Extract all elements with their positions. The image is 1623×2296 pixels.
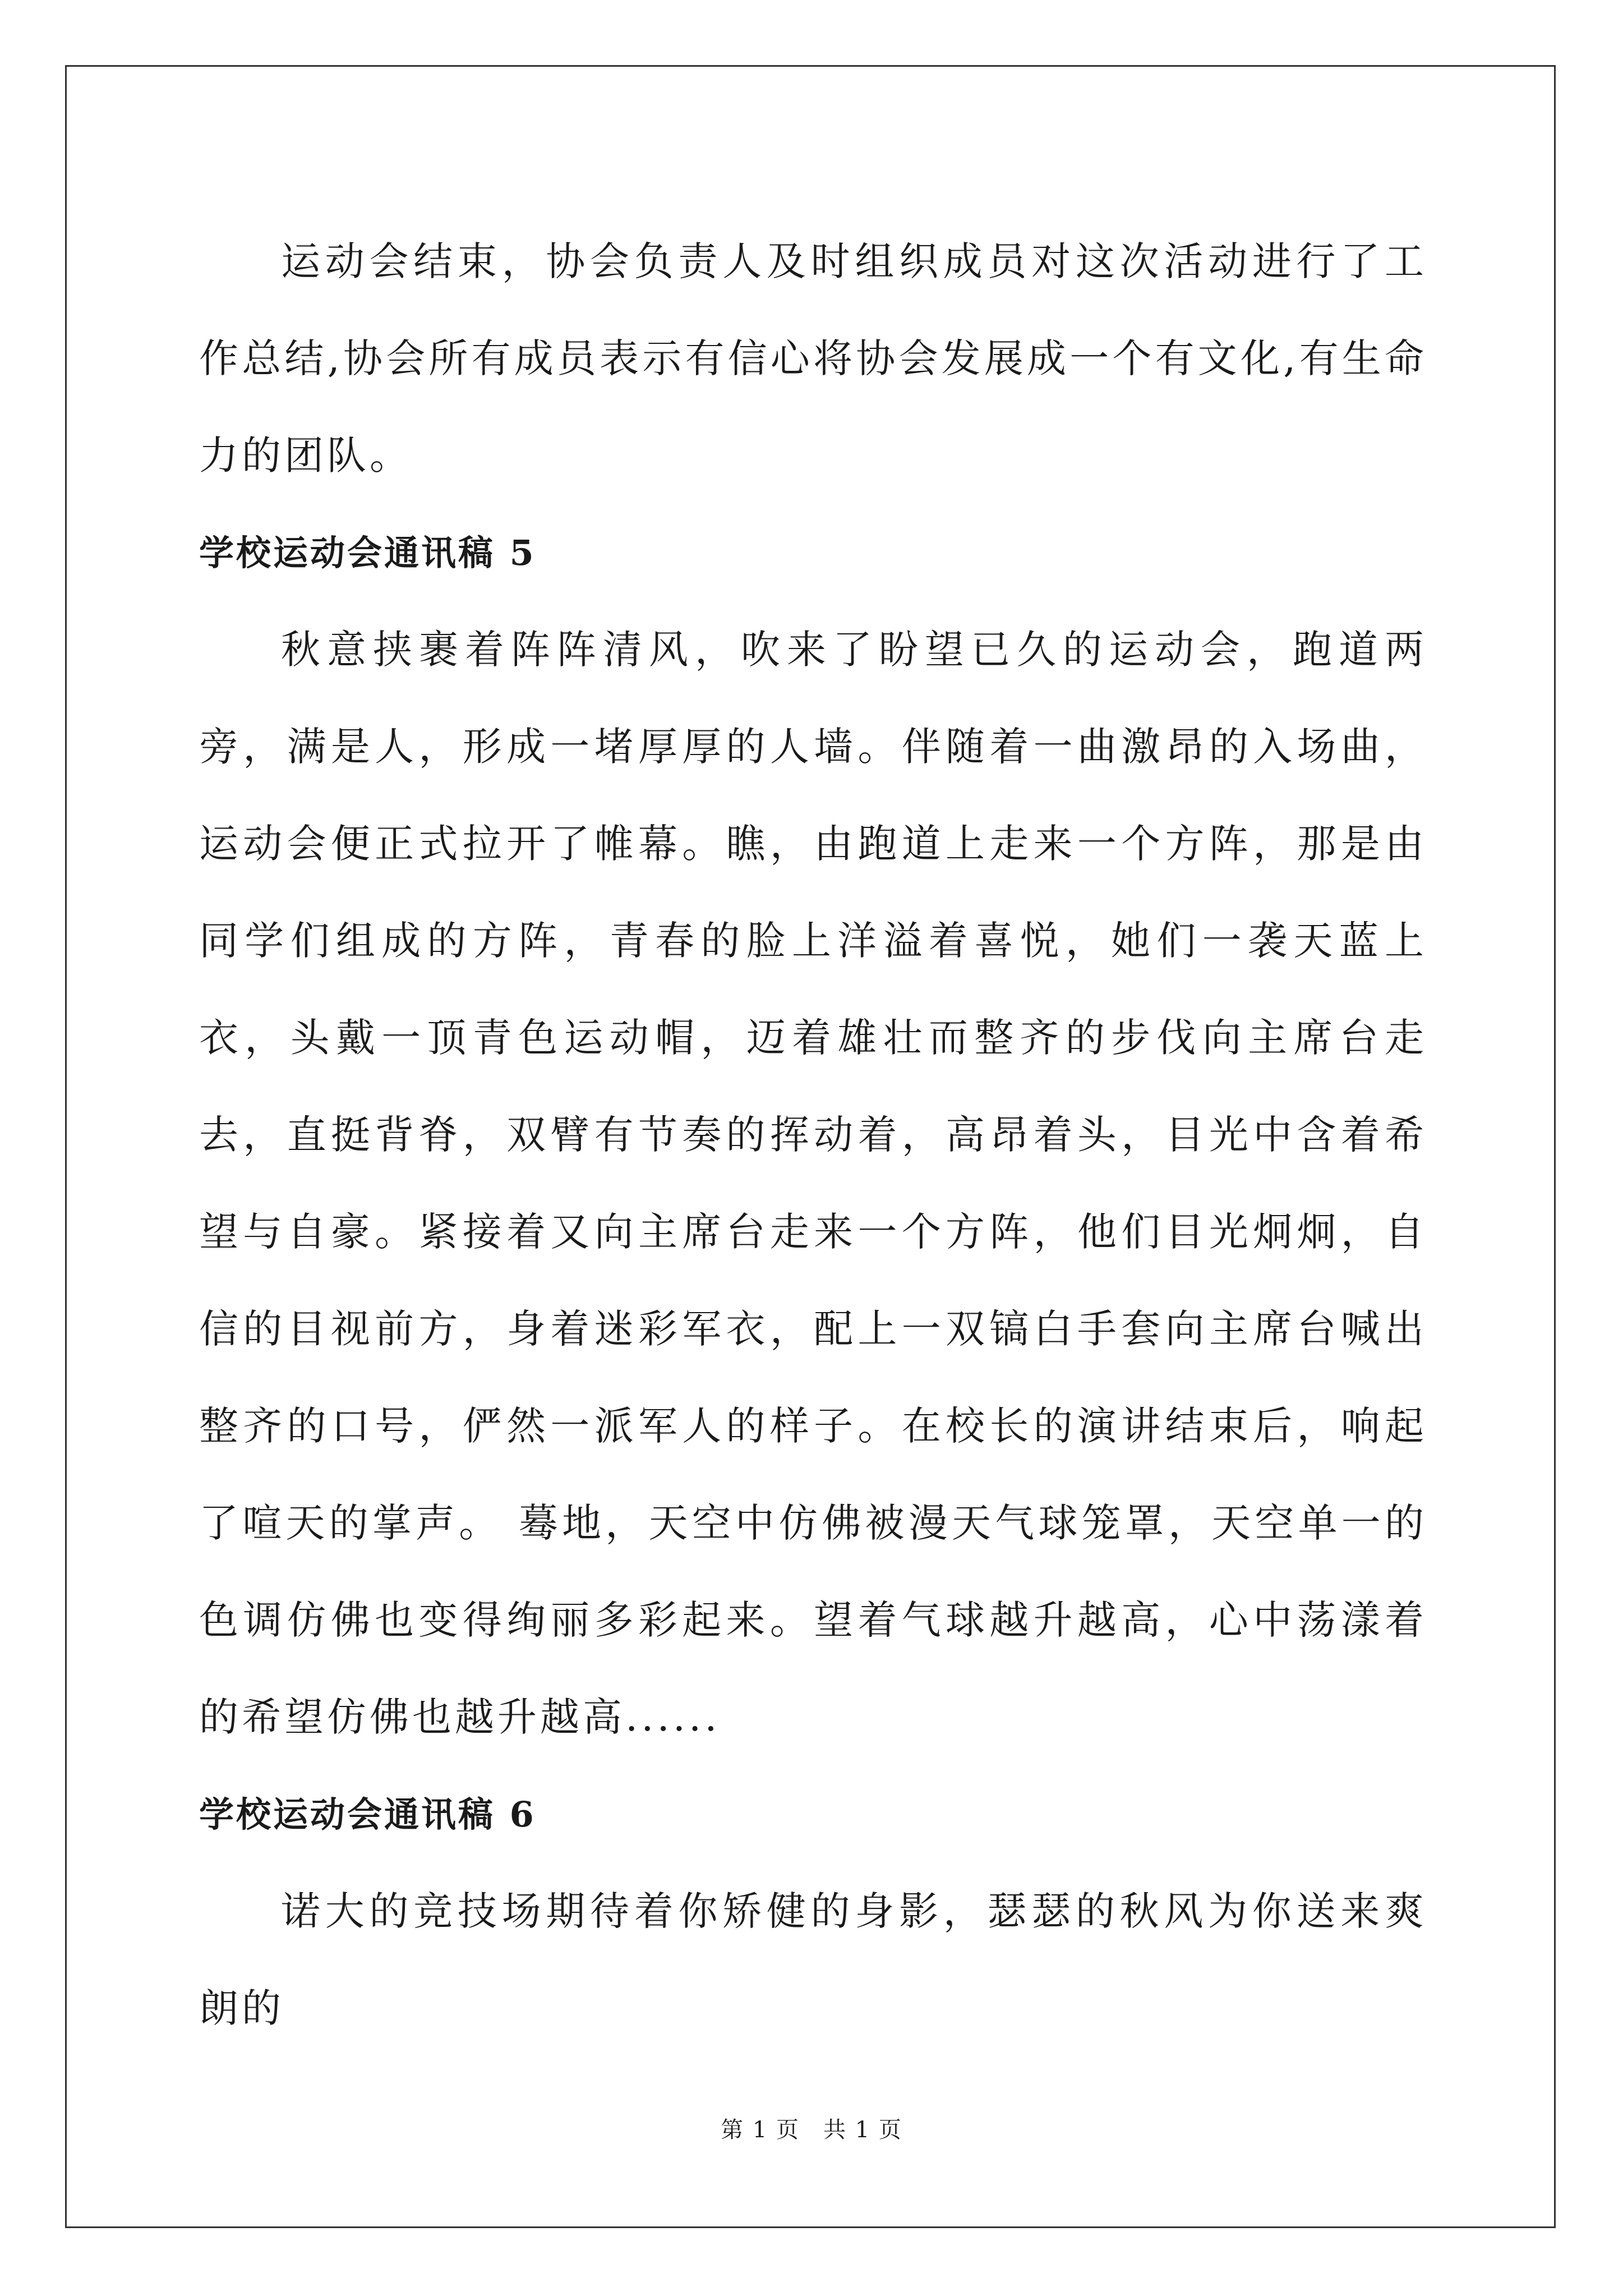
paragraph-article-6: 诺大的竞技场期待着你矫健的身影，瑟瑟的秋风为你送来爽朗的 [199, 1888, 1427, 2031]
section-heading-6: 学校运动会通讯稿 6 [199, 1794, 536, 1835]
page-footer: 第 1 页 共 1 页 [721, 2117, 902, 2143]
paragraph-summary: 运动会结束，协会负责人及时组织成员对这次活动进行了工作总结,协会所有成员表示有信心将协会发展成一个有文化,有生命力的团队。 [199, 238, 1427, 478]
section-heading-5: 学校运动会通讯稿 5 [199, 532, 536, 573]
document-body [199, 213, 1427, 2057]
paragraph-article-5: 秋意挟裹着阵阵清风，吹来了盼望已久的运动会，跑道两旁，满是人，形成一堵厚厚的人墙。伴随着一曲激昂的入场曲，运动会便正式拉开了帷幕。瞧，由跑道上走来一个方阵，那是由同学们组成的方阵，青春的脸上洋溢着喜悦，她们一袭天蓝上衣，头戴一顶青色运动帽，迈着雄壮而整齐的步伐向主席台走去，直挺背脊，双臂有节奏的挥动着，高昂着头，目光中含着希望与自豪。紧接着又向主席台走来一个方阵，他们目光炯炯，自信的目视前方，身着迷彩军衣，配上一双镐白手套向主席台喊出整齐的口号，俨然一派军人的样子。在校长的演讲结束后，响起了喧天的掌声。 蓦地，天空中仿佛被漫天气球笼罩，天空单一的色调仿佛也变得绚丽多彩起来。望着气球越升越高，心中荡漾着的希望仿佛也越升越高...... [199, 627, 1427, 1740]
